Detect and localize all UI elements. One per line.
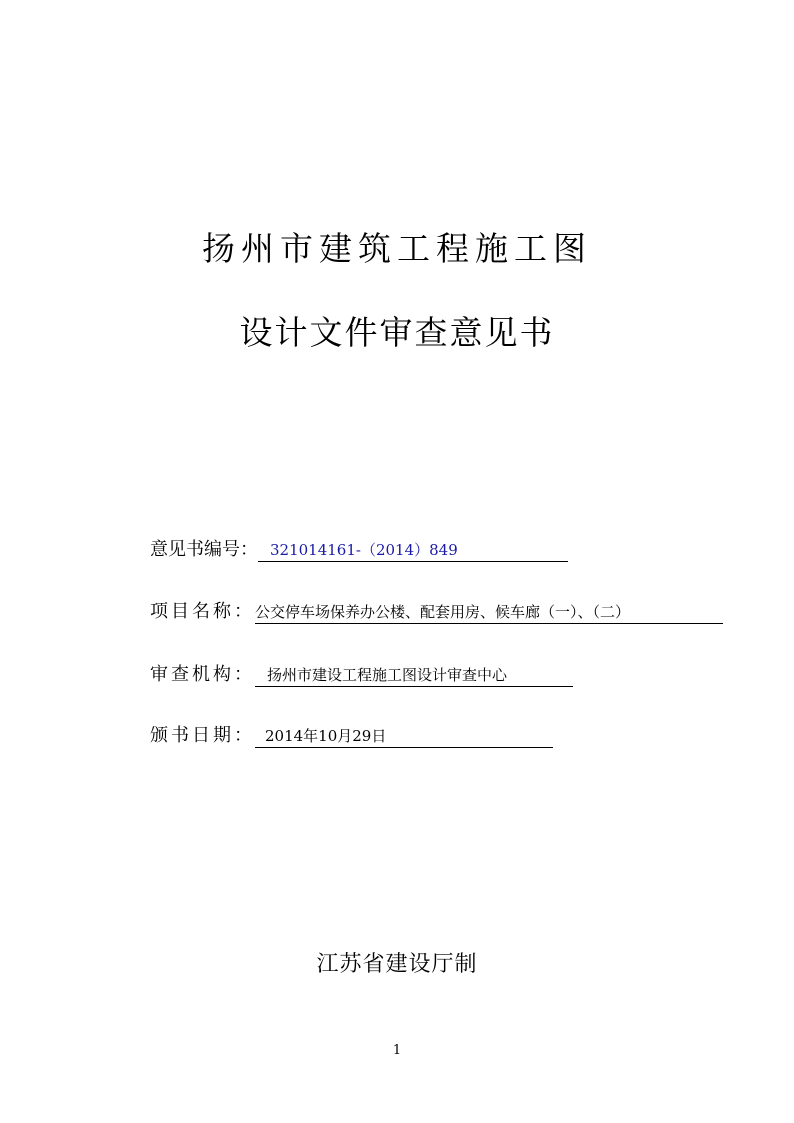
field-review-org — [150, 661, 573, 687]
review-org-value: 扬州市建设工程施工图设计审查中心 — [255, 665, 573, 687]
opinion-number-value-box — [258, 540, 568, 562]
document-title-line1: 扬州市建筑工程施工图 — [202, 229, 592, 268]
field-project-name — [150, 598, 723, 624]
opinion-number-value: 321014161-（2014）849 — [270, 541, 458, 559]
project-name-value: 公交停车场保养办公楼、配套用房、候车廊（一）、（二） — [255, 602, 723, 624]
review-org-label: 审查机构： — [150, 664, 255, 685]
issuer-text: 江苏省建设厅制 — [316, 952, 478, 977]
opinion-number-label: 意见书编号： — [150, 539, 258, 560]
issue-date-value: 2014年10月29日 — [255, 726, 553, 748]
field-opinion-number — [150, 536, 568, 562]
field-issue-date — [150, 722, 553, 748]
document-title-line2: 设计文件审查意见书 — [239, 313, 555, 352]
issue-date-label: 颁书日期： — [150, 725, 255, 746]
project-name-label: 项目名称： — [150, 601, 255, 622]
page-number: 1 — [392, 1043, 402, 1058]
